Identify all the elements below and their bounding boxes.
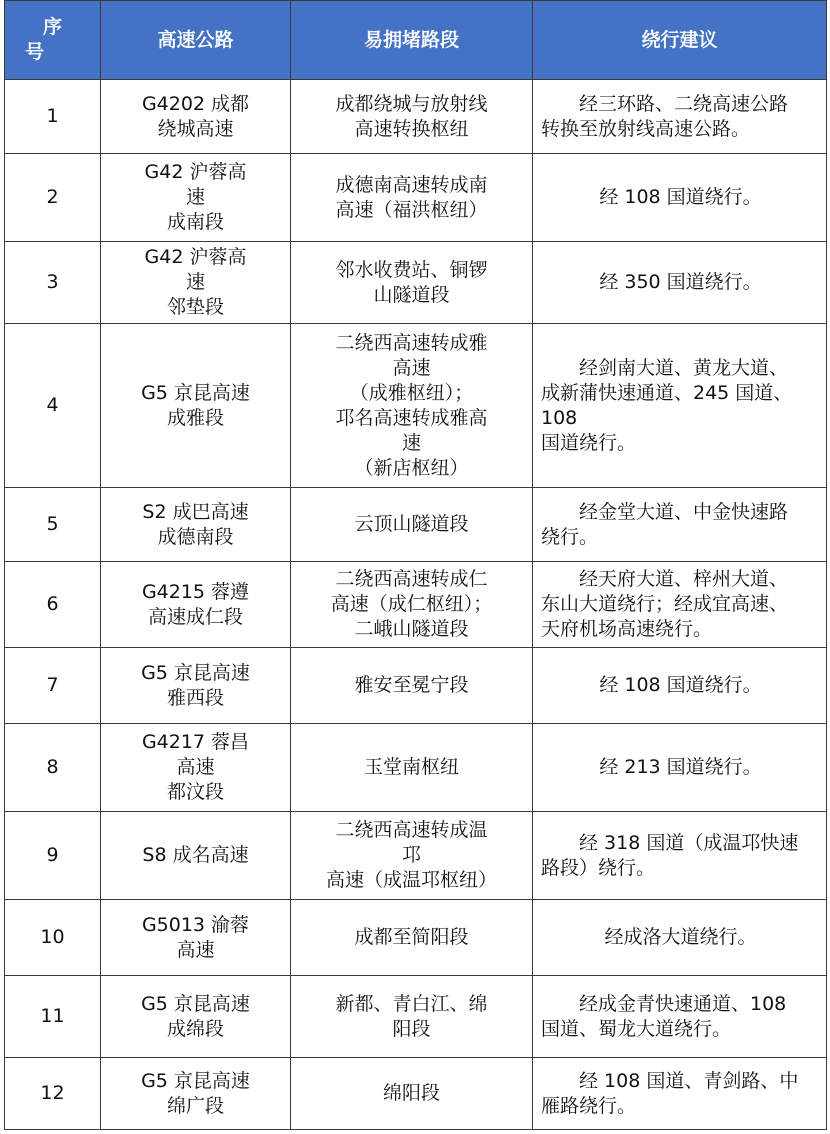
detour-cell	[533, 812, 827, 900]
detour-cell	[533, 562, 827, 648]
table-row	[5, 900, 827, 976]
detour-cell	[533, 976, 827, 1058]
section-cell-line: （成雅枢纽）；	[349, 381, 474, 404]
highway-cell	[101, 562, 291, 648]
row-number: 10	[5, 900, 101, 976]
header-no-line2: 号	[25, 41, 45, 63]
highway-cell-line: G4202 成都	[141, 92, 250, 115]
table-row	[5, 324, 827, 488]
detour-cell	[533, 900, 827, 976]
detour-cell-line: 经天府大道、梓州大道、	[579, 568, 789, 590]
row-number: 6	[5, 562, 101, 648]
table-row	[5, 1058, 827, 1130]
section-cell-line: 二绕西高速转成温	[335, 819, 488, 841]
detour-cell	[533, 80, 827, 154]
highway-cell	[101, 154, 291, 242]
section-cell-line: 邻水收费站、铜锣	[335, 258, 488, 281]
section-cell	[291, 1058, 533, 1130]
detour-cell-line: 经成洛大道绕行。	[604, 926, 757, 948]
header-no-line1: 序	[43, 16, 63, 38]
section-cell	[291, 324, 533, 488]
detour-cell-line: 经 108 国道绕行。	[599, 186, 762, 208]
detour-cell-line: 经剑南大道、黄龙大道、	[579, 356, 789, 379]
detour-cell-line: 雁路绕行。	[541, 1094, 637, 1117]
highway-cell-line: S8 成名高速	[142, 844, 249, 866]
section-cell	[291, 80, 533, 154]
header-row	[5, 1, 827, 80]
detour-cell	[533, 154, 827, 242]
highway-cell-line: G5013 渝蓉	[141, 913, 250, 936]
highway-cell-line: 成绵段	[166, 1017, 224, 1040]
section-cell-line: 雅安至冕宁段	[354, 674, 469, 696]
section-cell-line: 玉堂南枢纽	[363, 756, 459, 778]
highway-cell	[101, 488, 291, 562]
section-cell	[291, 242, 533, 324]
detour-cell	[533, 648, 827, 724]
detour-cell-line: 转换至放射线高速公路。	[541, 117, 751, 140]
row-number: 11	[5, 976, 101, 1058]
section-cell-line: 高速转换枢纽	[354, 117, 469, 140]
table-row	[5, 648, 827, 724]
header-section: 易拥堵路段	[291, 1, 533, 80]
highway-cell-line: G5 京昆高速	[141, 381, 250, 404]
highway-cell-line: G42 沪蓉高	[144, 161, 247, 183]
detour-cell-line: 国道、蜀龙大道绕行。	[541, 1017, 732, 1040]
highway-cell	[101, 900, 291, 976]
section-cell	[291, 648, 533, 724]
highway-cell-line: 成德南段	[157, 525, 234, 548]
header-highway: 高速公路	[101, 1, 291, 80]
highway-cell-line: 高速	[176, 938, 215, 961]
detour-cell-line: 绕行。	[541, 525, 599, 548]
table-row	[5, 242, 827, 324]
section-cell-line: 山隧道段	[373, 283, 450, 306]
highway-cell	[101, 724, 291, 812]
table-row	[5, 724, 827, 812]
header-no	[5, 1, 101, 80]
section-cell-line: 高速（福洪枢纽）	[335, 198, 488, 221]
row-number: 4	[5, 324, 101, 488]
detour-cell-line: 经三环路、二绕高速公路	[579, 92, 789, 115]
row-number: 3	[5, 242, 101, 324]
detour-cell-line: 路段）绕行。	[541, 856, 656, 879]
section-cell-line: 高速（成仁枢纽）；	[330, 593, 493, 615]
section-cell	[291, 976, 533, 1058]
highway-cell	[101, 242, 291, 324]
section-cell-line: 绵阳段	[382, 1082, 440, 1104]
row-number: 2	[5, 154, 101, 242]
detour-cell-line: 天府机场高速绕行。	[541, 618, 713, 640]
highway-cell-line: 高速成仁段	[147, 605, 243, 628]
highway-cell-line: 成南段	[166, 211, 224, 233]
highway-cell-line: G5 京昆高速	[141, 661, 250, 684]
section-cell	[291, 724, 533, 812]
row-number: 9	[5, 812, 101, 900]
detour-cell-line: 经 108 国道、青剑路、中	[579, 1069, 799, 1092]
table-row	[5, 562, 827, 648]
detour-table	[4, 0, 827, 1130]
detour-cell-line: 东山大道绕行；经成宜高速、	[541, 593, 789, 615]
section-cell	[291, 900, 533, 976]
detour-cell-line: 经 108 国道绕行。	[599, 674, 762, 696]
row-number: 1	[5, 80, 101, 154]
section-cell-line: 二绕西高速转成仁	[335, 568, 488, 590]
highway-cell-line: 成雅段	[166, 406, 224, 429]
header-detour: 绕行建议	[533, 1, 827, 80]
table-row	[5, 154, 827, 242]
detour-cell	[533, 724, 827, 812]
highway-cell-line: 高速	[176, 756, 215, 778]
detour-cell	[533, 242, 827, 324]
highway-cell	[101, 976, 291, 1058]
section-cell	[291, 488, 533, 562]
section-cell-line: 成德南高速转成南	[335, 173, 488, 196]
detour-cell	[533, 1058, 827, 1130]
section-cell-line: 速	[401, 431, 421, 454]
table-row	[5, 488, 827, 562]
detour-cell	[533, 488, 827, 562]
section-cell-line: 阳段	[392, 1017, 431, 1040]
section-cell-line: 成都绕城与放射线	[335, 92, 488, 115]
detour-cell-line: 国道绕行。	[541, 431, 637, 454]
highway-cell-line: 绵广段	[166, 1094, 224, 1117]
detour-cell-line: 经 318 国道（成温邛快速	[579, 831, 799, 854]
detour-cell-line: 经 350 国道绕行。	[599, 271, 762, 293]
highway-cell	[101, 1058, 291, 1130]
detour-cell-line: 经成金青快速通道、108	[579, 992, 787, 1015]
highway-cell	[101, 324, 291, 488]
highway-cell-line: 雅西段	[166, 686, 224, 709]
highway-cell-line: G42 沪蓉高	[144, 246, 247, 268]
highway-cell	[101, 80, 291, 154]
highway-cell-line: G4215 蓉遵	[141, 580, 250, 603]
table-row	[5, 812, 827, 900]
section-cell-line: （新店枢纽）	[354, 456, 469, 479]
section-cell-line: 高速	[392, 356, 431, 379]
highway-cell-line: S2 成巴高速	[142, 500, 249, 523]
section-cell-line: 高速（成温邛枢纽）	[325, 869, 497, 891]
section-cell-line: 成都至简阳段	[354, 926, 469, 948]
highway-cell	[101, 812, 291, 900]
section-cell-line: 新都、青白江、绵	[335, 992, 488, 1015]
highway-cell	[101, 648, 291, 724]
row-number: 5	[5, 488, 101, 562]
highway-cell-line: 绕城高速	[157, 117, 234, 140]
section-cell-line: 云顶山隧道段	[354, 513, 469, 535]
section-cell-line: 邛	[401, 844, 421, 866]
section-cell	[291, 562, 533, 648]
section-cell	[291, 154, 533, 242]
row-number: 7	[5, 648, 101, 724]
highway-cell-line: G5 京昆高速	[141, 992, 250, 1015]
section-cell	[291, 812, 533, 900]
highway-cell-line: G4217 蓉昌	[141, 731, 250, 753]
highway-cell-line: 邻垫段	[166, 296, 224, 318]
row-number: 8	[5, 724, 101, 812]
detour-cell-line: 经金堂大道、中金快速路	[579, 500, 789, 523]
highway-cell-line: 速	[185, 186, 205, 208]
detour-cell-line: 经 213 国道绕行。	[599, 756, 762, 778]
row-number: 12	[5, 1058, 101, 1130]
table-row	[5, 80, 827, 154]
section-cell-line: 邛名高速转成雅高	[335, 406, 488, 429]
table-row	[5, 976, 827, 1058]
highway-cell-line: 速	[185, 271, 205, 293]
detour-cell-line: 成新蒲快速通道、245 国道、108	[541, 381, 793, 429]
detour-cell	[533, 324, 827, 488]
highway-cell-line: 都汶段	[166, 781, 224, 803]
section-cell-line: 二绕西高速转成雅	[335, 331, 488, 354]
section-cell-line: 二峨山隧道段	[354, 618, 469, 640]
highway-cell-line: G5 京昆高速	[141, 1069, 250, 1092]
